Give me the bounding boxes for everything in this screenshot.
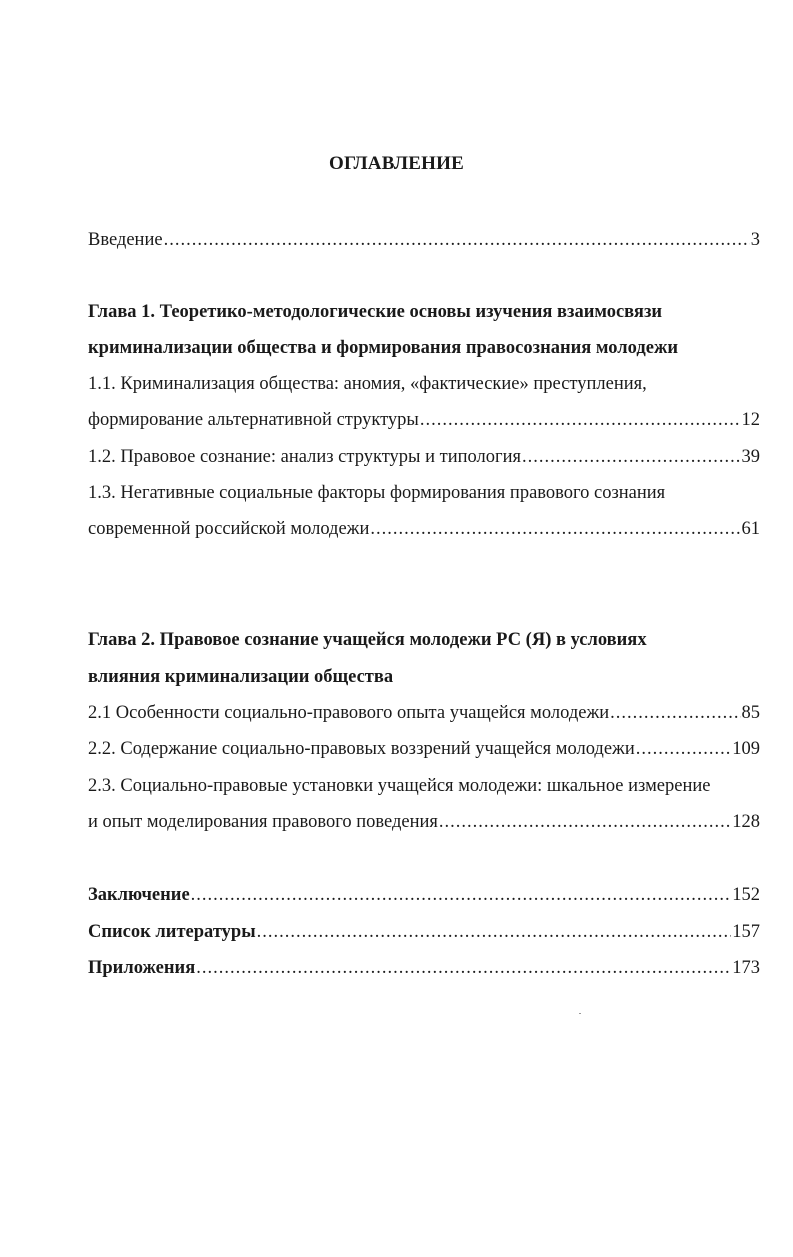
toc-entry-2-1[interactable]	[88, 702, 760, 724]
toc-entry-text: Заключение	[88, 885, 190, 905]
toc-page-number: 12	[741, 410, 760, 430]
toc-page-number: 61	[741, 519, 760, 539]
toc-entry-1-2[interactable]	[88, 446, 760, 468]
toc-entry-text: формирование альтернативной структуры	[88, 410, 419, 430]
scan-speck	[579, 1013, 581, 1014]
toc-entry-references[interactable]	[88, 921, 760, 943]
dot-leader	[636, 738, 732, 760]
dot-leader	[610, 702, 740, 724]
toc-entry-text: современной российской молодежи	[88, 519, 370, 539]
toc-entry-2-2[interactable]	[88, 738, 760, 760]
toc-entry-1-1[interactable]	[88, 409, 760, 431]
toc-entry-text: 2.1 Особенности социально-правового опыта учащейся молодежи	[88, 703, 610, 723]
chapter1-title-line2: криминализации общества и формирования правосознания молодежи	[88, 338, 679, 358]
toc-page-number: 85	[741, 703, 760, 723]
dot-leader	[370, 518, 740, 540]
dot-leader	[439, 811, 731, 833]
chapter2-title-line2: влияния криминализации общества	[88, 667, 394, 687]
section-2-3-line1: 2.3. Социально-правовые установки учащейся молодежи: шкальное измерение	[88, 776, 711, 796]
toc-entry-1-3[interactable]	[88, 518, 760, 540]
toc-page-number: 173	[732, 958, 760, 978]
toc-page-number: 109	[732, 739, 760, 759]
toc-entry-intro[interactable]	[88, 229, 760, 251]
toc-page-number: 157	[732, 922, 760, 942]
section-1-3-line1: 1.3. Негативные социальные факторы формирования правового сознания	[88, 483, 666, 503]
toc-page-number: 3	[750, 230, 760, 250]
dot-leader	[257, 921, 732, 943]
toc-entry-2-3[interactable]	[88, 811, 760, 833]
chapter1-title-line1: Глава 1. Теоретико-методологические основы изучения взаимосвязи	[88, 302, 663, 322]
toc-entry-text: Введение	[88, 230, 163, 250]
toc-entry-appendices[interactable]	[88, 957, 760, 979]
dot-leader	[191, 884, 732, 906]
toc-entry-text: Список литературы	[88, 922, 256, 942]
toc-page-number: 152	[732, 885, 760, 905]
dot-leader	[196, 957, 731, 979]
dot-leader	[164, 229, 750, 251]
toc-entry-conclusion[interactable]	[88, 884, 760, 906]
toc-heading: ОГЛАВЛЕНИЕ	[329, 153, 464, 174]
dot-leader	[522, 446, 741, 468]
chapter2-title-line1: Глава 2. Правовое сознание учащейся молодежи РС (Я) в условиях	[88, 630, 647, 650]
section-1-1-line1: 1.1. Криминализация общества: аномия, «фактические» преступления,	[88, 374, 647, 394]
toc-entry-text: и опыт моделирования правового поведения	[88, 812, 438, 832]
toc-page-number: 39	[741, 447, 760, 467]
toc-entry-text: 1.2. Правовое сознание: анализ структуры и типология	[88, 447, 521, 467]
toc-entry-text: Приложения	[88, 958, 196, 978]
toc-entry-text: 2.2. Содержание социально-правовых воззрений учащейся молодежи	[88, 739, 635, 759]
dot-leader	[420, 409, 741, 431]
toc-page-number: 128	[732, 812, 760, 832]
